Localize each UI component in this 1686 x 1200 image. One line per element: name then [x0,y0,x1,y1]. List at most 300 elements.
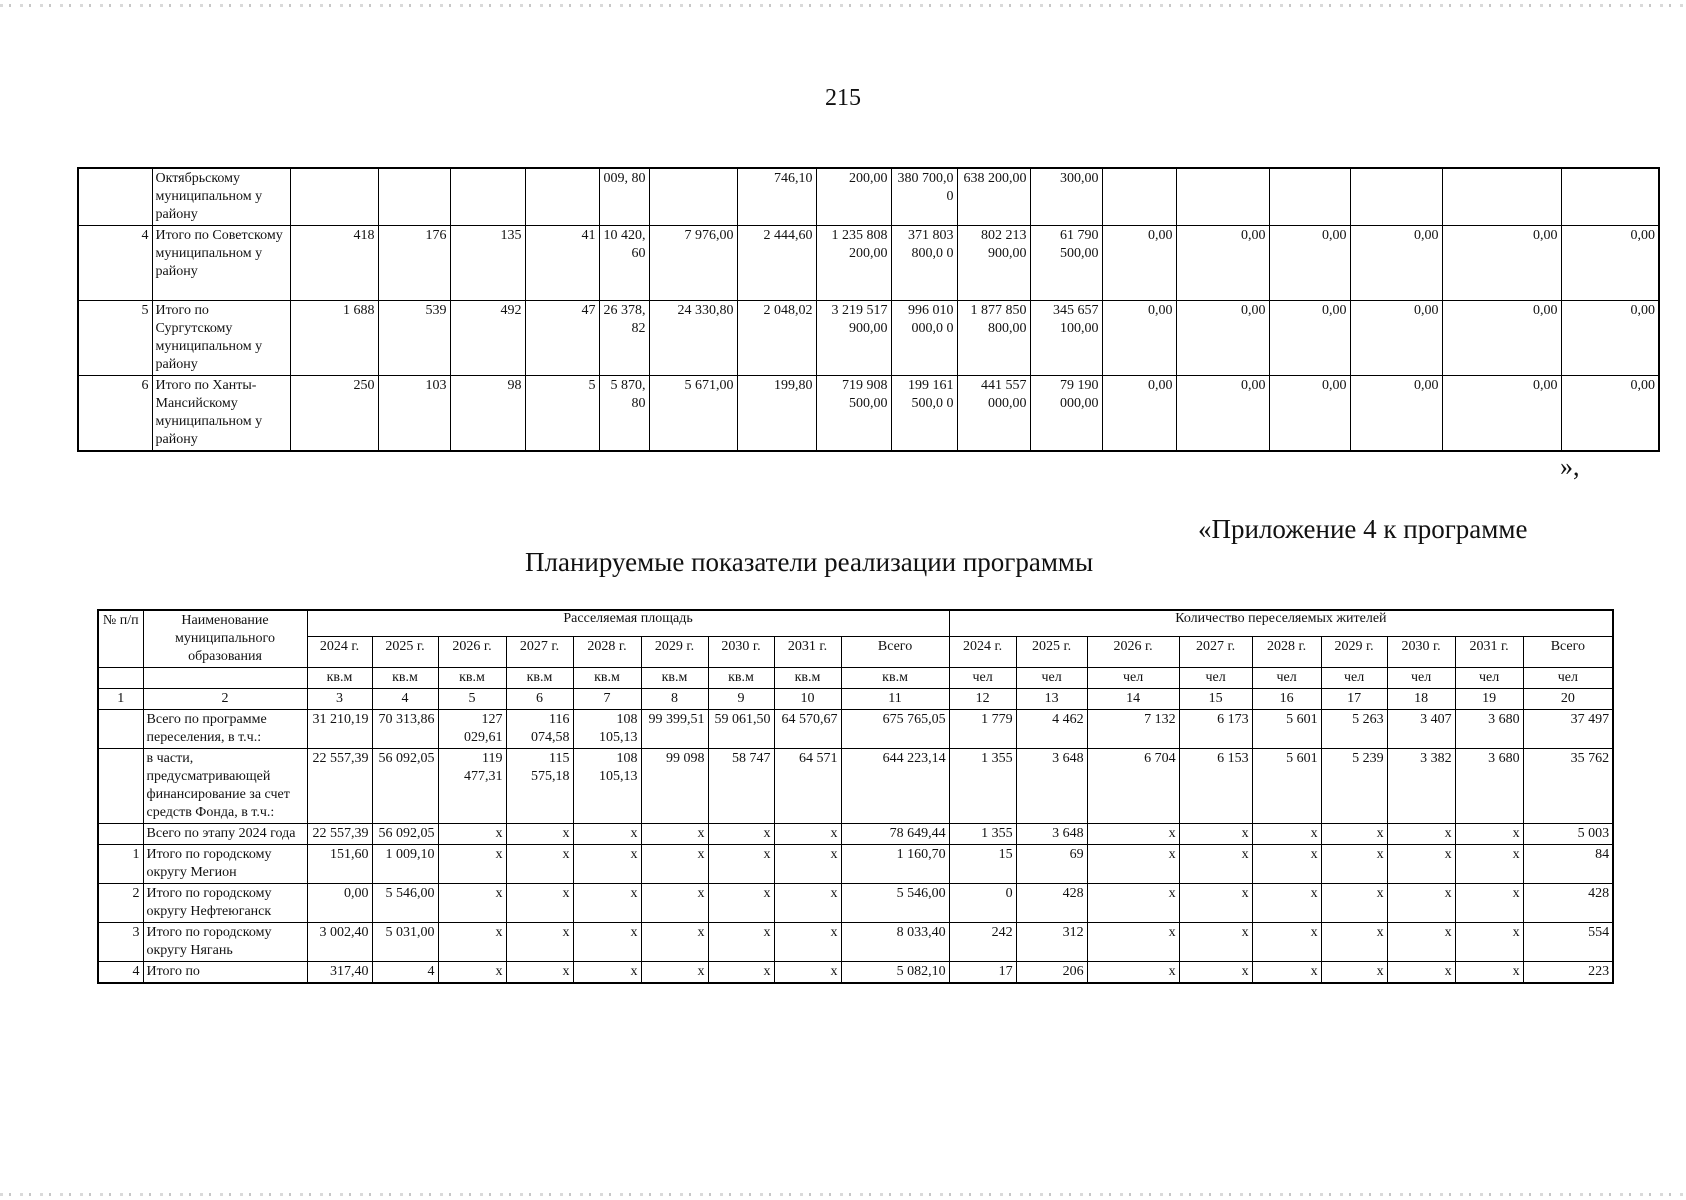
table-cell: x [1455,962,1523,984]
header-column-number: 6 [506,689,573,710]
table-row [78,226,1659,301]
header-people-year: 2026 г. [1087,636,1179,667]
header-column-number: 20 [1523,689,1613,710]
table-cell: 0,00 [1561,226,1659,301]
header-people-year: 2029 г. [1321,636,1387,667]
table-cell: 0,00 [1269,301,1350,376]
header-people-year: 2027 г. [1179,636,1252,667]
top-continuation-table [77,167,1660,452]
header-area-unit: кв.м [573,668,641,689]
row-name: Октябрьскому муниципальном у району [152,168,290,226]
table-cell: x [1087,845,1179,884]
table-cell: x [1252,962,1321,984]
row-name: Итого по Сургутскому муниципальном у району [152,301,290,376]
table-cell: x [641,824,708,845]
table-cell: 22 557,39 [307,749,372,824]
header-area-year: Всего [841,636,949,667]
table-row [98,962,1613,984]
table-cell: x [1321,824,1387,845]
table-row [78,376,1659,452]
table-cell: 1 355 [949,749,1016,824]
header-people-unit: чел [1523,668,1613,689]
table-cell: 56 092,05 [372,749,438,824]
header-people-unit: чел [1179,668,1252,689]
row-number: 5 [78,301,152,376]
header-area-unit: кв.м [506,668,573,689]
table-cell: x [708,824,774,845]
table-cell: 5 [525,376,599,452]
table-cell: 79 190 000,00 [1030,376,1102,452]
table-cell: 3 680 [1455,710,1523,749]
row-number [78,168,152,226]
header-column-number: 15 [1179,689,1252,710]
table-cell: 2 048,02 [737,301,816,376]
header-unit-empty [143,668,307,689]
table-cell: x [573,845,641,884]
table-cell: x [1455,884,1523,923]
table-cell [1442,168,1561,226]
table-cell: x [438,962,506,984]
table-cell: 0,00 [1269,226,1350,301]
table-cell: 5 239 [1321,749,1387,824]
header-column-number: 5 [438,689,506,710]
header-people-year: Всего [1523,636,1613,667]
table-cell: 492 [450,301,525,376]
header-people-year: 2028 г. [1252,636,1321,667]
table-cell: 802 213 900,00 [957,226,1030,301]
header-people-unit: чел [1387,668,1455,689]
table-cell: x [438,824,506,845]
table-cell: 78 649,44 [841,824,949,845]
table-cell: x [1387,884,1455,923]
table-cell: 199 161 500,0 0 [891,376,957,452]
table-cell: 554 [1523,923,1613,962]
table-cell: 199,80 [737,376,816,452]
header-column-number: 13 [1016,689,1087,710]
header-column-number: 1 [98,689,143,710]
table-cell: 24 330,80 [649,301,737,376]
table-cell: 206 [1016,962,1087,984]
table-cell: 108 105,13 [573,710,641,749]
table-cell: 0,00 [1561,376,1659,452]
table-cell: 116 074,58 [506,710,573,749]
row-name: Итого по городскому округу Нягань [143,923,307,962]
table-row [98,845,1613,884]
table-cell: x [573,884,641,923]
closing-quote: », [1560,452,1580,481]
table-cell: 1 688 [290,301,378,376]
main-title: Планируемые показатели реализации программы [525,547,1094,577]
table-cell: 61 790 500,00 [1030,226,1102,301]
table-cell: 5 671,00 [649,376,737,452]
table-cell: 5 031,00 [372,923,438,962]
table-cell: x [1179,923,1252,962]
table-cell: 345 657 100,00 [1030,301,1102,376]
table-cell: x [641,923,708,962]
table-cell [525,168,599,226]
table-cell: x [1387,962,1455,984]
table-cell: 70 313,86 [372,710,438,749]
table-cell: 1 779 [949,710,1016,749]
table-cell: 64 571 [774,749,841,824]
table-cell: 6 173 [1179,710,1252,749]
page-number: 215 [825,85,861,111]
table-cell: 37 497 [1523,710,1613,749]
header-years-row [98,636,1613,667]
table-row [98,710,1613,749]
table-cell: 8 033,40 [841,923,949,962]
table-cell: 47 [525,301,599,376]
table-cell: 5 601 [1252,710,1321,749]
table-cell: 428 [1523,884,1613,923]
table-cell: 428 [1016,884,1087,923]
table-cell: 996 010 000,0 0 [891,301,957,376]
table-cell: 242 [949,923,1016,962]
header-units-row [98,668,1613,689]
header-people-unit: чел [1087,668,1179,689]
table-cell: 418 [290,226,378,301]
row-name: Итого по Советскому муниципальном у району [152,226,290,301]
table-cell: 1 009,10 [372,845,438,884]
table-cell [378,168,450,226]
header-column-number: 8 [641,689,708,710]
header-column-number: 18 [1387,689,1455,710]
header-area-year: 2031 г. [774,636,841,667]
table-cell: 300,00 [1030,168,1102,226]
table-cell: 3 680 [1455,749,1523,824]
table-cell: 0,00 [1176,226,1269,301]
table-cell: 5 003 [1523,824,1613,845]
table-cell: x [1087,884,1179,923]
header-area-year: 2028 г. [573,636,641,667]
table-cell: 69 [1016,845,1087,884]
row-number: 2 [98,884,143,923]
table-cell: x [1179,845,1252,884]
header-column-number: 19 [1455,689,1523,710]
table-cell [290,168,378,226]
table-row [78,301,1659,376]
header-area-year: 2026 г. [438,636,506,667]
table-cell: 0,00 [1102,226,1176,301]
table-cell: 0,00 [1269,376,1350,452]
row-number: 1 [98,845,143,884]
row-name: Итого по Ханты-Мансийскому муниципальном у району [152,376,290,452]
row-number [98,710,143,749]
table-cell: 5 263 [1321,710,1387,749]
table-cell: 108 105,13 [573,749,641,824]
table-cell: 3 407 [1387,710,1455,749]
table-cell: x [1179,962,1252,984]
table-cell: x [506,884,573,923]
table-cell: 22 557,39 [307,824,372,845]
table-cell: 3 382 [1387,749,1455,824]
table-cell: x [1387,923,1455,962]
table-cell: x [438,845,506,884]
table-cell: 5 546,00 [841,884,949,923]
table-cell: 312 [1016,923,1087,962]
header-column-number: 9 [708,689,774,710]
header-people-year: 2025 г. [1016,636,1087,667]
header-column-number: 14 [1087,689,1179,710]
table-cell: x [708,845,774,884]
table-cell: 0,00 [1176,376,1269,452]
table-cell: 675 765,05 [841,710,949,749]
header-column-numbers-row [98,689,1613,710]
table-cell: 3 219 517 900,00 [816,301,891,376]
header-area-unit: кв.м [641,668,708,689]
header-column-number: 10 [774,689,841,710]
row-number: 3 [98,923,143,962]
table-cell: x [573,923,641,962]
row-name: Итого по городскому округу Нефтеюганск [143,884,307,923]
table-cell: x [774,884,841,923]
table-cell: x [1252,884,1321,923]
row-name: Всего по этапу 2024 года [143,824,307,845]
table-cell: 7 132 [1087,710,1179,749]
header-column-number: 7 [573,689,641,710]
table-cell: x [506,824,573,845]
header-row-1 [98,610,1613,636]
table-cell: 009, 80 [599,168,649,226]
table-cell: 719 908 500,00 [816,376,891,452]
table-cell: 380 700,0 0 [891,168,957,226]
table-cell: 441 557 000,00 [957,376,1030,452]
row-name: в части, предусматривающей финансирование за счет средств Фонда, в т.ч.: [143,749,307,824]
header-people: Количество переселяемых жителей [949,610,1613,636]
table-cell: 4 [372,962,438,984]
table-cell: 2 444,60 [737,226,816,301]
table-cell: x [641,884,708,923]
table-cell: x [641,845,708,884]
table-cell: x [1455,824,1523,845]
table-cell: 31 210,19 [307,710,372,749]
table-cell: x [506,923,573,962]
table-cell: 3 648 [1016,749,1087,824]
table-cell: 1 355 [949,824,1016,845]
table-cell: 0,00 [1350,226,1442,301]
table-cell: 250 [290,376,378,452]
table-cell: 746,10 [737,168,816,226]
header-area-unit: кв.м [438,668,506,689]
table-cell: x [708,923,774,962]
table-cell: 0,00 [307,884,372,923]
table-cell: x [1387,845,1455,884]
table-cell: 84 [1523,845,1613,884]
table-cell: 6 153 [1179,749,1252,824]
table-cell: 0,00 [1176,301,1269,376]
table-cell: 7 976,00 [649,226,737,301]
header-no: № п/п [98,610,143,668]
header-area-unit: кв.м [774,668,841,689]
table-cell: x [774,845,841,884]
header-column-number: 2 [143,689,307,710]
table-cell: 99 399,51 [641,710,708,749]
table-cell: x [573,824,641,845]
table-cell: x [1179,884,1252,923]
table-cell: 17 [949,962,1016,984]
header-column-number: 12 [949,689,1016,710]
table-cell: 6 704 [1087,749,1179,824]
table-cell: 0 [949,884,1016,923]
header-area-year: 2030 г. [708,636,774,667]
header-people-unit: чел [1321,668,1387,689]
table-cell: 56 092,05 [372,824,438,845]
table-cell: 0,00 [1102,301,1176,376]
table-cell: 5 601 [1252,749,1321,824]
header-area-year: 2027 г. [506,636,573,667]
header-column-number: 4 [372,689,438,710]
table-cell: 98 [450,376,525,452]
header-people-year: 2030 г. [1387,636,1455,667]
table-cell: x [1321,923,1387,962]
table-cell: x [1321,845,1387,884]
header-column-number: 16 [1252,689,1321,710]
table-cell: 3 648 [1016,824,1087,845]
table-cell: 371 803 800,0 0 [891,226,957,301]
table-cell: x [1455,923,1523,962]
table-cell: 1 160,70 [841,845,949,884]
header-area-unit: кв.м [372,668,438,689]
table-row [98,749,1613,824]
header-people-year: 2024 г. [949,636,1016,667]
header-name: Наименование муниципального образования [143,610,307,668]
table-cell: 223 [1523,962,1613,984]
table-cell: 103 [378,376,450,452]
table-cell [1102,168,1176,226]
table-cell: x [641,962,708,984]
header-column-number: 3 [307,689,372,710]
header-people-unit: чел [1455,668,1523,689]
table-cell: 176 [378,226,450,301]
table-cell: x [438,923,506,962]
table-cell: x [573,962,641,984]
table-cell: x [1252,824,1321,845]
table-cell [1269,168,1350,226]
table-cell: 64 570,67 [774,710,841,749]
table-cell: 644 223,14 [841,749,949,824]
table-cell: 0,00 [1442,226,1561,301]
row-number [98,749,143,824]
table-cell: 151,60 [307,845,372,884]
indicators-table [97,609,1614,984]
table-cell: 26 378, 82 [599,301,649,376]
table-cell: 0,00 [1442,376,1561,452]
table-cell: x [1321,962,1387,984]
table-cell: 135 [450,226,525,301]
table-cell: x [774,923,841,962]
table-cell: 58 747 [708,749,774,824]
table-cell [649,168,737,226]
table-cell: x [1087,923,1179,962]
header-area-year: 2025 г. [372,636,438,667]
header-people-unit: чел [949,668,1016,689]
table-cell: 0,00 [1350,376,1442,452]
table-cell: 1 877 850 800,00 [957,301,1030,376]
table-cell: 99 098 [641,749,708,824]
row-number: 4 [98,962,143,984]
row-number: 6 [78,376,152,452]
table-cell: x [1179,824,1252,845]
header-people-unit: чел [1252,668,1321,689]
table-cell: 41 [525,226,599,301]
table-cell: 5 082,10 [841,962,949,984]
appendix-title: «Приложение 4 к программе [1198,514,1528,544]
header-column-number: 11 [841,689,949,710]
header-area: Расселяемая площадь [307,610,949,636]
table-cell [1350,168,1442,226]
header-people-unit: чел [1016,668,1087,689]
table-cell: x [1252,923,1321,962]
header-area-unit: кв.м [708,668,774,689]
table-cell: x [774,824,841,845]
table-cell: 0,00 [1350,301,1442,376]
table-row [78,168,1659,226]
table-cell: 127 029,61 [438,710,506,749]
header-column-number: 17 [1321,689,1387,710]
table-cell [1561,168,1659,226]
header-people-year: 2031 г. [1455,636,1523,667]
table-cell: 3 002,40 [307,923,372,962]
row-number: 4 [78,226,152,301]
header-area-unit: кв.м [841,668,949,689]
scan-artifact-top [0,4,1686,7]
table-cell: x [1087,962,1179,984]
table-cell: 0,00 [1561,301,1659,376]
table-row [98,884,1613,923]
table-row [98,923,1613,962]
table-cell: x [438,884,506,923]
header-area-year: 2029 г. [641,636,708,667]
table-cell: 5 546,00 [372,884,438,923]
table-cell: x [1455,845,1523,884]
row-name: Итого по городскому округу Мегион [143,845,307,884]
table-cell: 200,00 [816,168,891,226]
header-unit-empty [98,668,143,689]
scan-artifact-bottom [0,1193,1686,1196]
table-cell: 4 462 [1016,710,1087,749]
header-area-year: 2024 г. [307,636,372,667]
table-cell: 15 [949,845,1016,884]
table-row [98,824,1613,845]
table-cell: 539 [378,301,450,376]
table-cell: 0,00 [1102,376,1176,452]
table-cell: 638 200,00 [957,168,1030,226]
row-name: Итого по [143,962,307,984]
table-cell: x [708,962,774,984]
table-cell [1176,168,1269,226]
table-cell: x [708,884,774,923]
header-area-unit: кв.м [307,668,372,689]
table-cell: x [1252,845,1321,884]
table-cell: x [506,962,573,984]
table-cell: 0,00 [1442,301,1561,376]
table-cell: x [506,845,573,884]
table-cell: x [1321,884,1387,923]
table-cell: x [774,962,841,984]
table-cell: x [1087,824,1179,845]
table-cell: x [1387,824,1455,845]
table-cell: 115 575,18 [506,749,573,824]
table-cell: 119 477,31 [438,749,506,824]
table-cell: 1 235 808 200,00 [816,226,891,301]
table-cell: 5 870, 80 [599,376,649,452]
table-cell: 10 420, 60 [599,226,649,301]
row-name: Всего по программе переселения, в т.ч.: [143,710,307,749]
table-cell: 35 762 [1523,749,1613,824]
table-cell: 59 061,50 [708,710,774,749]
row-number [98,824,143,845]
table-cell: 317,40 [307,962,372,984]
